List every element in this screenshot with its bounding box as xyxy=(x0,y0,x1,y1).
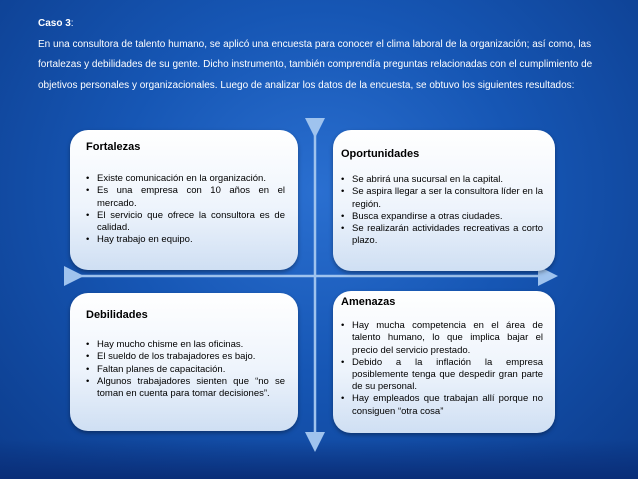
debilidades-title: Debilidades xyxy=(86,309,148,321)
fortalezas-title: Fortalezas xyxy=(86,141,141,153)
list-item: • Hay mucho chisme en las oficinas. xyxy=(86,339,285,351)
list-item: • El sueldo de los trabajadores es bajo. xyxy=(86,351,285,363)
case-paragraph: En una consultora de talento humano, se aplicó una encuesta para conocer el clima laboral de la organización; así como, las fortalezas y debilidades de su gente. Dicho instrumento, también comprendía preguntas relacionadas con el cumplimiento de objetivos personales y organizacionales. Luego de analizar los datos de la encuesta, se obtuvo los siguientes resultados: xyxy=(38,38,593,91)
oportunidades-title: Oportunidades xyxy=(341,148,420,160)
amenazas-list xyxy=(341,320,543,418)
case-title: Caso 3 xyxy=(38,18,71,29)
list-item: • Faltan planes de capacitación. xyxy=(86,364,285,376)
amenazas-title: Amenazas xyxy=(341,296,396,308)
list-item: • Hay trabajo en equipo. xyxy=(86,234,285,246)
amenazas-box xyxy=(333,291,555,433)
list-item: • El servicio que ofrece la consultora es de calidad. xyxy=(86,210,285,234)
list-item: • Busca expandirse a otras ciudades. xyxy=(341,211,543,223)
fortalezas-box xyxy=(70,130,298,270)
list-item: • Hay mucha competencia en el área de talento humano, lo que implica bajar el precio del servicio prestado. xyxy=(341,320,543,357)
oportunidades-list xyxy=(341,174,543,247)
list-item: • Se realizarán actividades recreativas a corto plazo. xyxy=(341,223,543,247)
case-title-colon: : xyxy=(70,18,74,29)
debilidades-box xyxy=(70,293,298,431)
list-item: • Hay empleados que trabajan allí porque no consiguen “otra cosa” xyxy=(341,393,543,417)
fortalezas-list xyxy=(86,173,285,246)
list-item: • Debido a la inflación la empresa posiblemente tenga que despedir gran parte de su personal. xyxy=(341,357,543,394)
oportunidades-box xyxy=(333,130,555,271)
debilidades-list xyxy=(86,339,285,400)
list-item: • Es una empresa con 10 años en el mercado. xyxy=(86,185,285,209)
list-item: • Se abrirá una sucursal en la capital. xyxy=(341,174,543,186)
list-item: • Se aspira llegar a ser la consultora líder en la región. xyxy=(341,186,543,210)
list-item: • Existe comunicación en la organización. xyxy=(86,173,285,185)
list-item: • Algunos trabajadores sienten que “no se toman en cuenta para tomar decisiones”. xyxy=(86,376,285,400)
